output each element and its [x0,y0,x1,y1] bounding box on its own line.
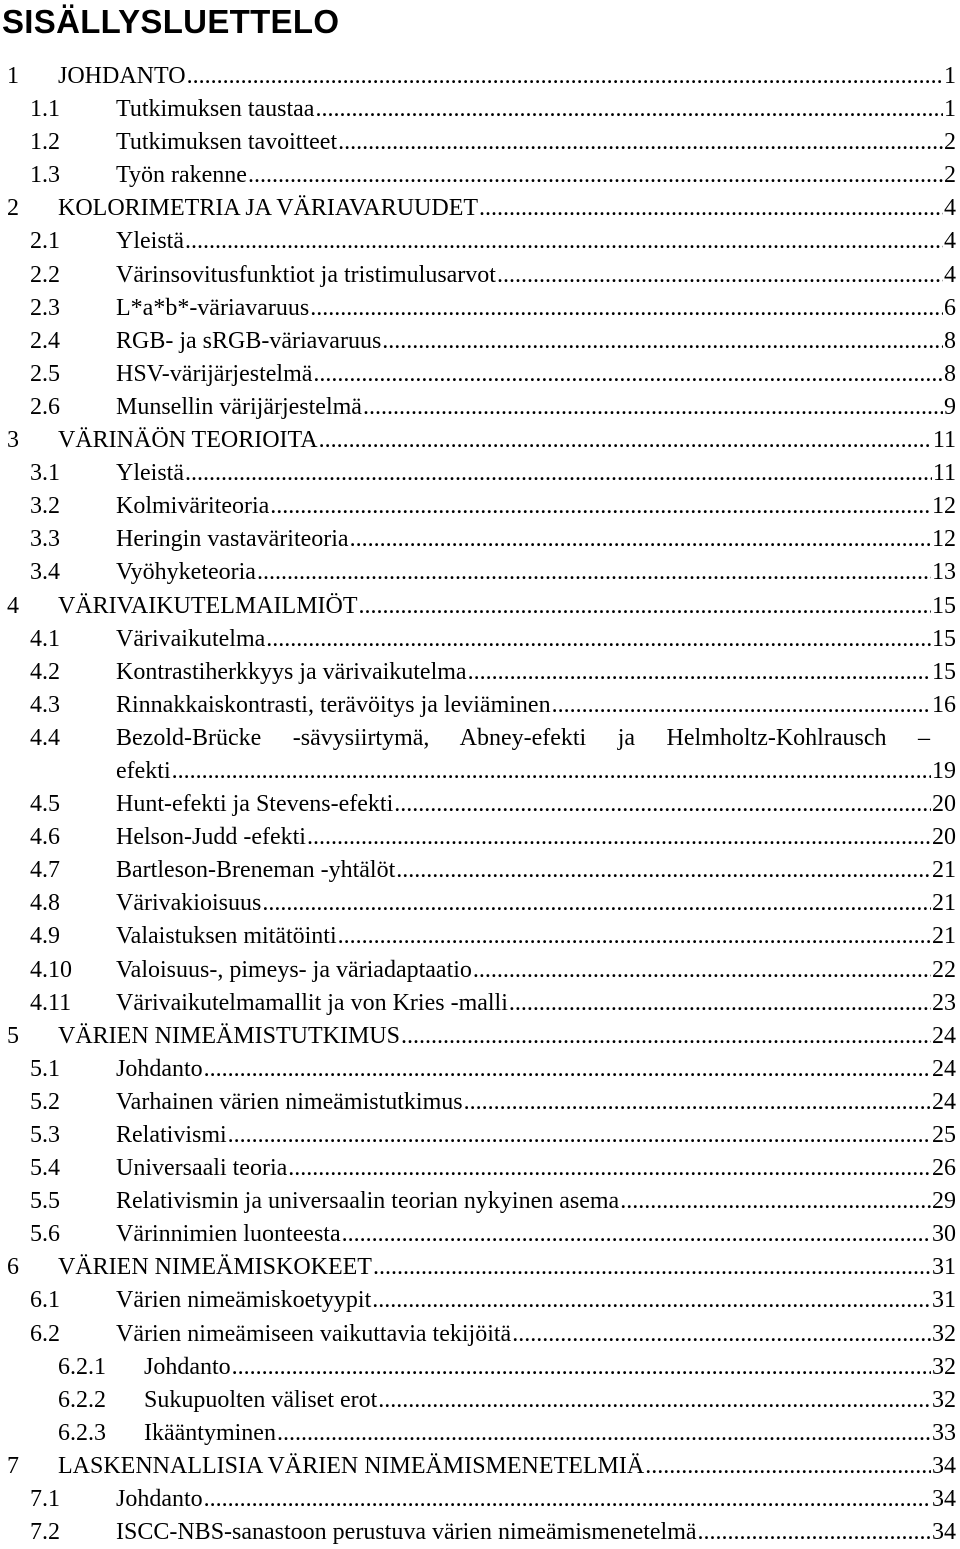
toc-entry-number: 3.1 [30,460,60,487]
dot-leader [342,1218,931,1251]
toc-entry-page: 24 [932,1055,956,1082]
toc-entry-title: Varhainen värien nimeämistutkimus [116,1086,463,1119]
toc-entry-page: 30 [932,1221,956,1248]
toc-entry[interactable] [0,755,956,788]
toc-entry-page: 20 [932,791,956,818]
toc-entry-title: Työn rakenne [116,159,247,192]
dot-leader [288,1152,931,1185]
toc-entry-page: 25 [932,1122,956,1148]
toc-entry[interactable] [0,391,956,424]
toc-entry-title: Kolmiväriteoria [116,490,269,523]
dot-leader [401,1020,931,1053]
toc-entry-number: 2.3 [30,294,60,321]
toc-entry-title: Ikääntyminen [144,1417,276,1450]
toc-entry-number: 5.6 [30,1221,60,1248]
dot-leader [185,457,932,490]
toc-entry[interactable] [0,722,956,755]
dot-leader [512,1318,931,1351]
toc-entry[interactable] [0,1450,956,1483]
toc-entry[interactable] [0,192,956,225]
toc-entry-line [116,854,956,887]
toc-entry-line [116,523,956,556]
toc-entry-line [116,1119,956,1152]
toc-entry[interactable] [0,854,956,887]
dot-leader [464,1086,931,1119]
toc-entry-page: 9 [944,393,956,420]
toc-entry[interactable] [0,788,956,821]
dot-leader [394,788,931,821]
toc-entry-page: 4 [944,228,956,255]
toc-entry-number: 5.3 [30,1122,60,1148]
dot-leader [313,358,943,391]
toc-entry-number: 3.3 [30,526,60,553]
toc-entry-page: 13 [932,559,956,586]
toc-entry-title: JOHDANTO [58,60,186,93]
toc-entry-line [116,887,956,920]
toc-entry-page: 20 [932,824,956,851]
dot-leader [172,755,931,788]
toc-entry-line [116,126,956,159]
toc-entry-number: 6.2.1 [58,1353,106,1380]
toc-entry[interactable] [0,954,956,987]
toc-entry-line [116,556,956,589]
toc-entry[interactable] [0,358,956,391]
dot-leader [204,1053,931,1086]
toc-entry-page: 2 [944,162,956,189]
toc-entry-line [116,292,956,325]
toc-entry-line [58,1450,956,1483]
toc-entry-number: 4.8 [30,890,60,917]
toc-entry-title: Valoisuus-, pimeys- ja väriadaptaatio [116,954,472,987]
dot-leader [228,1119,931,1152]
dot-leader [373,1251,931,1284]
dot-leader [479,192,943,225]
toc-entry-title: Värien nimeämiskoetyypit [116,1284,371,1317]
toc-entry[interactable] [0,1218,956,1251]
toc-entry-page: 12 [932,493,956,520]
toc-entry-title: L*a*b*-väriavaruus [116,292,309,325]
toc-entry-title: VÄRIEN NIMEÄMISKOKEET [58,1251,372,1284]
dot-leader [338,126,943,159]
toc-entry-line [116,788,956,821]
toc-entry-number: 4.9 [30,923,60,950]
toc-entry-line [116,1185,956,1218]
dot-leader [310,292,943,325]
toc-entry-page: 24 [932,1022,956,1049]
toc-entry-page: 16 [932,691,956,718]
toc-entry-title: Värinsovitusfunktiot ja tristimulusarvot [116,259,496,292]
toc-entry-number: 4.5 [30,791,60,818]
toc-entry-title: Munsellin värijärjestelmä [116,391,362,424]
toc-entry[interactable] [0,325,956,358]
toc-entry-page: 29 [932,1188,956,1215]
toc-entry-line [116,93,956,126]
toc-entry[interactable] [0,1053,956,1086]
toc-entry-number: 2.4 [30,327,60,354]
toc-entry-number: 4.2 [30,658,60,685]
toc-entry-title: Tutkimuksen taustaa [116,93,314,126]
toc-entry-page: 21 [932,857,956,884]
toc-entry-line [58,1020,956,1053]
toc-entry-page: 1 [944,96,956,123]
toc-entry-number: 7.2 [30,1519,60,1546]
toc-entry-number: 6.2 [30,1320,60,1347]
toc-entry-title: Bezold-Brücke -sävysiirtymä, Abney-efekti ja Helmholtz-Kohlrausch – [116,724,930,751]
toc-entry[interactable] [0,1284,956,1317]
toc-entry-page: 1 [944,63,956,89]
toc-entry[interactable] [0,424,956,457]
toc-entry-page: 8 [944,327,956,354]
toc-entry[interactable] [0,1020,956,1053]
toc-entry-title: efekti [116,755,171,788]
toc-entry-number: 4 [7,592,19,619]
toc-entry-line [116,1152,956,1185]
toc-entry-title: Relativismin ja universaalin teorian nykyinen asema [116,1185,619,1218]
toc-entry-page: 32 [932,1320,956,1347]
toc-entry-line [116,623,956,656]
dot-leader [266,623,931,656]
toc-entry-title: Värien nimeämiseen vaikuttavia tekijöitä [116,1318,511,1351]
toc-entry-page: 34 [932,1486,956,1513]
toc-entry-title: Johdanto [116,1483,203,1516]
toc-entry-title: Yleistä [116,225,184,258]
toc-entry-line [144,1417,956,1450]
toc-entry[interactable] [0,1152,956,1185]
toc-entry-number: 5.4 [30,1155,60,1182]
toc-entry-title: Rinnakkaiskontrasti, terävöitys ja leviäminen [116,689,551,722]
toc-entry-line [116,325,956,358]
toc-entry-line [116,656,956,689]
toc-entry-title: ISCC-NBS-sanastoon perustuva värien nimeämismenetelmä [116,1516,697,1549]
toc-entry-page: 4 [944,261,956,288]
toc-entry[interactable] [0,60,956,93]
dot-leader [187,60,943,93]
toc-entry-number: 4.3 [30,691,60,718]
toc-entry-title: Bartleson-Breneman -yhtälöt [116,854,395,887]
toc-entry-line [116,1086,956,1119]
dot-leader [698,1516,931,1549]
toc-entry-page: 2 [944,129,956,156]
dot-leader [497,259,943,292]
toc-entry-page: 34 [932,1519,956,1546]
toc-entry-line [116,920,956,953]
toc-entry-number: 6 [7,1254,19,1281]
toc-entry-line [116,225,956,258]
toc-entry-line [116,358,956,391]
dot-leader [204,1483,931,1516]
toc-entry-line [58,192,956,225]
toc-entry-title: Kontrastiherkkyys ja värivaikutelma [116,656,467,689]
toc-entry[interactable] [0,523,956,556]
toc-entry-page: 12 [932,526,956,553]
toc-entry-line [58,590,956,623]
toc-entry-page: 6 [944,294,956,321]
dot-leader [552,689,931,722]
toc-entry[interactable] [0,159,956,192]
toc-entry-line [144,1384,956,1417]
dot-leader [185,225,943,258]
toc-entry-number: 4.4 [30,724,60,751]
toc-entry-page: 21 [932,890,956,917]
toc-entry-title: Värivaikutelmamallit ja von Kries -malli [116,987,508,1020]
toc-list [0,60,956,1549]
toc-entry-number: 2.5 [30,360,60,387]
toc-entry-title: Johdanto [144,1351,231,1384]
toc-entry-page: 31 [932,1287,956,1314]
dot-leader [359,590,931,623]
dot-leader [620,1185,931,1218]
toc-entry-line [116,391,956,424]
toc-entry-line [58,60,956,93]
toc-entry[interactable] [0,457,956,490]
page-title: SISÄLLYSLUETTELO [2,3,340,40]
toc-entry[interactable] [0,1318,956,1351]
toc-entry-page: 23 [932,989,956,1016]
toc-entry-number: 2 [7,195,19,222]
toc-entry-title: Värinnimien luonteesta [116,1218,341,1251]
toc-entry-page: 32 [932,1386,956,1413]
toc-entry-page: 33 [932,1419,956,1446]
toc-entry-title: Relativismi [116,1119,227,1152]
toc-entry-page: 11 [932,427,956,454]
toc-entry[interactable] [0,1417,956,1450]
toc-entry[interactable] [0,1251,956,1284]
toc-entry-number: 1 [7,63,19,89]
toc-entry-line [116,1218,956,1251]
toc-entry-title: Heringin vastaväriteoria [116,523,349,556]
toc-entry-title: Universaali teoria [116,1152,287,1185]
toc-entry[interactable] [0,490,956,523]
toc-entry-title: LASKENNALLISIA VÄRIEN NIMEÄMISMENETELMIÄ [58,1450,644,1483]
toc-entry-number: 5 [7,1022,19,1049]
toc-entry[interactable] [0,1516,956,1549]
toc-entry-page: 8 [944,360,956,387]
toc-entry-number: 2.1 [30,228,60,255]
toc-entry-number: 1.1 [30,96,60,123]
toc-entry-line [116,259,956,292]
toc-entry-number: 1.2 [30,129,60,156]
toc-entry-page: 31 [932,1254,956,1281]
toc-entry-line [116,1284,956,1317]
toc-entry-number: 5.1 [30,1055,60,1082]
dot-leader [396,854,931,887]
toc-entry-page: 15 [932,592,956,619]
toc-entry-line [116,755,956,788]
toc-entry-title: Sukupuolten väliset erot [144,1384,377,1417]
dot-leader [319,424,932,457]
toc-entry[interactable] [0,689,956,722]
toc-entry[interactable] [0,590,956,623]
dot-leader [363,391,943,424]
toc-entry-line [116,987,956,1020]
toc-entry-line [144,1351,956,1384]
toc-entry-number: 3 [7,427,19,454]
toc-entry[interactable] [0,1351,956,1384]
dot-leader [232,1351,931,1384]
dot-leader [257,556,931,589]
toc-entry-number: 4.11 [30,989,72,1016]
toc-entry-page: 34 [932,1452,956,1479]
toc-entry[interactable] [0,821,956,854]
toc-entry-line [116,490,956,523]
toc-entry-number: 4.1 [30,625,60,652]
toc-entry[interactable] [0,556,956,589]
toc-entry[interactable] [0,887,956,920]
dot-leader [262,887,931,920]
dot-leader [248,159,943,192]
toc-entry[interactable] [0,623,956,656]
toc-entry-number: 2.2 [30,261,60,288]
dot-leader [468,656,931,689]
toc-entry-number: 4.6 [30,824,60,851]
dot-leader [270,490,931,523]
toc-entry-title: Johdanto [116,1053,203,1086]
toc-entry-title: Helson-Judd -efekti [116,821,306,854]
toc-entry-title: KOLORIMETRIA JA VÄRIAVARUUDET [58,192,478,225]
toc-entry-title: RGB- ja sRGB-väriavaruus [116,325,381,358]
toc-entry-number: 7.1 [30,1486,60,1513]
toc-entry-line [116,821,956,854]
toc-entry-page: 4 [944,195,956,222]
toc-entry[interactable] [0,1185,956,1218]
toc-entry-number: 6.2.2 [58,1386,106,1413]
dot-leader [307,821,931,854]
toc-entry-title: VÄRIVAIKUTELMAILMIÖT [58,590,358,623]
toc-entry-line [116,954,956,987]
toc-entry-line [116,1318,956,1351]
toc-entry[interactable] [0,93,956,126]
toc-entry-page: 32 [932,1353,956,1380]
toc-entry[interactable] [0,656,956,689]
toc-entry-title: Tutkimuksen tavoitteet [116,126,337,159]
toc-entry-line [58,424,956,457]
toc-entry-line [116,457,956,490]
toc-entry-line [58,1251,956,1284]
toc-entry-line [116,689,956,722]
toc-entry-number: 2.6 [30,393,60,420]
toc-entry-number: 3.2 [30,493,60,520]
dot-leader [350,523,931,556]
toc-entry-page: 15 [932,658,956,685]
toc-entry-number: 6.1 [30,1287,60,1314]
toc-entry[interactable] [0,292,956,325]
dot-leader [315,93,943,126]
toc-entry[interactable] [0,920,956,953]
toc-entry-number: 3.4 [30,559,60,586]
toc-entry-number: 5.5 [30,1188,60,1215]
dot-leader [277,1417,931,1450]
toc-entry[interactable] [0,225,956,258]
toc-entry-title: Valaistuksen mitätöinti [116,920,337,953]
toc-entry-page: 21 [932,923,956,950]
toc-entry-title: Hunt-efekti ja Stevens-efekti [116,788,393,821]
toc-entry-page: 26 [932,1155,956,1182]
toc-entry-page: 22 [932,956,956,983]
toc-entry[interactable] [0,1483,956,1516]
toc-entry-page: 19 [932,757,956,784]
toc-entry[interactable] [0,987,956,1020]
dot-leader [338,920,931,953]
toc-entry-line [116,1483,956,1516]
dot-leader [473,954,931,987]
toc-entry-number: 5.2 [30,1088,60,1115]
toc-entry-number: 6.2.3 [58,1419,106,1446]
toc-entry[interactable] [0,1086,956,1119]
toc-entry[interactable] [0,126,956,159]
toc-entry-title: VÄRINÄÖN TEORIOITA [58,424,318,457]
dot-leader [382,325,943,358]
toc-entry-title: VÄRIEN NIMEÄMISTUTKIMUS [58,1020,400,1053]
toc-entry-page: 11 [932,460,956,487]
toc-entry[interactable] [0,1119,956,1152]
toc-entry-line [116,159,956,192]
toc-entry-line [116,1053,956,1086]
toc-entry-page: 24 [932,1088,956,1115]
toc-entry[interactable] [0,259,956,292]
toc-entry-title: Värivaikutelma [116,623,265,656]
toc-entry-number: 4.10 [30,956,72,983]
dot-leader [378,1384,931,1417]
dot-leader [509,987,931,1020]
toc-entry[interactable] [0,1384,956,1417]
toc-entry-number: 4.7 [30,857,60,884]
toc-entry-title: Vyöhyketeoria [116,556,256,589]
toc-entry-line [116,1516,956,1549]
toc-entry-page: 15 [932,625,956,652]
toc-entry-number: 7 [7,1452,19,1479]
dot-leader [645,1450,931,1483]
toc-entry-number: 1.3 [30,162,60,189]
toc-entry-title: Yleistä [116,457,184,490]
toc-entry-title: HSV-värijärjestelmä [116,358,312,391]
dot-leader [372,1284,931,1317]
toc-entry-title: Värivakioisuus [116,887,261,920]
